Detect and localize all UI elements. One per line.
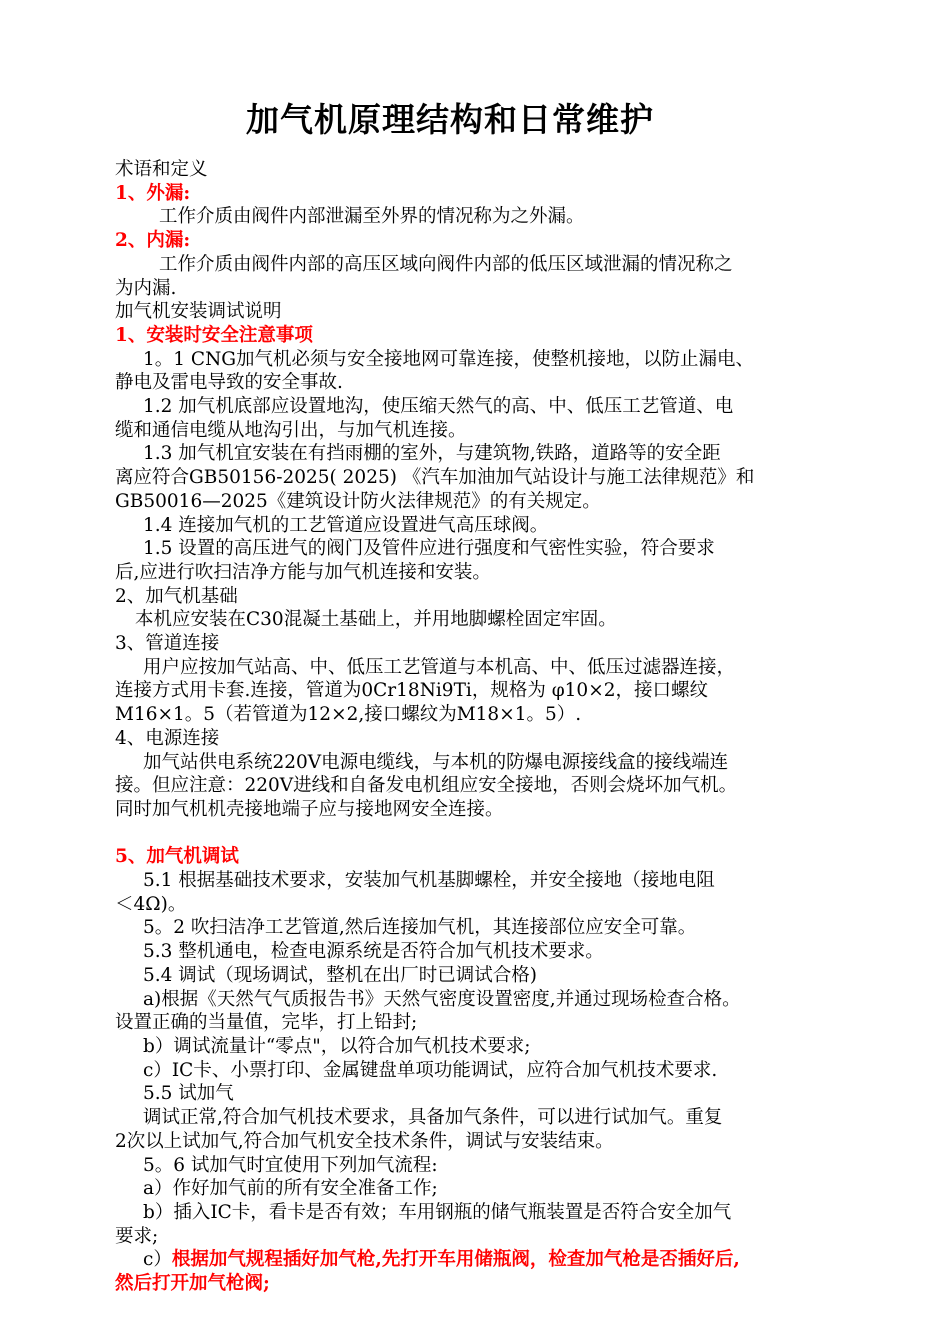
section5-4a-line2: 设置正确的当量值，完毕，打上铅封; xyxy=(115,1012,418,1034)
term1-heading: 1、外漏: xyxy=(115,182,191,204)
section4-heading: 4、电源连接 xyxy=(115,727,220,749)
section4-line1: 加气站供电系统220V电源电缆线，与本机的防爆电源接线盒的接线端连 xyxy=(143,751,729,773)
section5-6c-prefix: c） xyxy=(143,1249,172,1271)
document-body xyxy=(115,158,875,1296)
section1-4: 1.4 连接加气机的工艺管道应设置进气高压球阀。 xyxy=(143,514,549,536)
section5-6: 5。6 试加气时宜使用下列加气流程: xyxy=(143,1154,438,1176)
section5-5-line1: 调试正常,符合加气机技术要求，具备加气条件，可以进行试加气。重复 xyxy=(143,1107,723,1129)
section5-4a-line1: a)根据《天然气气质报告书》天然气密度设置密度,并通过现场检查合格。 xyxy=(143,988,741,1010)
section4-line3: 同时加气机机壳接地端子应与接地网安全连接。 xyxy=(115,798,504,820)
term1-text: 工作介质由阀件内部泄漏至外界的情况称为之外漏。 xyxy=(159,206,585,228)
section5-3: 5.3 整机通电，检查电源系统是否符合加气机技术要求。 xyxy=(143,941,604,963)
section2-heading: 2、加气机基础 xyxy=(115,585,238,607)
term2-heading: 2、内漏: xyxy=(115,230,191,252)
section5-1-line2: ＜4Ω)。 xyxy=(115,893,187,915)
section5-5-line2: 2次以上试加气,符合加气机安全技术条件，调试与安装结束。 xyxy=(115,1130,614,1152)
section3-line1: 用户应按加气站高、中、低压工艺管道与本机高、中、低压过滤器连接， xyxy=(143,656,736,678)
section1-5-line1: 1.5 设置的高压进气的阀门及管件应进行强度和气密性实验，符合要求 xyxy=(143,538,715,560)
section1-3-line1: 1.3 加气机宜安装在有挡雨棚的室外，与建筑物,铁路，道路等的安全距 xyxy=(143,443,721,465)
section5-1-line1: 5.1 根据基础技术要求，安装加气机基脚螺栓，并安全接地（接地电阻 xyxy=(143,870,715,892)
section5-4: 5.4 调试（现场调试，整机在出厂时已调试合格) xyxy=(143,964,538,986)
install-heading: 加气机安装调试说明 xyxy=(115,301,282,323)
section5-5: 5.5 试加气 xyxy=(143,1083,234,1105)
section1-5-line2: 后,应进行吹扫洁净方能与加气机连接和安装。 xyxy=(115,561,491,583)
section3-line2: 连接方式用卡套.连接，管道为0Cr18Ni9Ti，规格为 φ10×2，接口螺纹 xyxy=(115,680,708,702)
section2-text: 本机应安装在C30混凝土基础上，并用地脚螺栓固定牢固。 xyxy=(135,609,617,631)
section5-6a: a）作好加气前的所有安全准备工作; xyxy=(143,1178,438,1200)
document-title: 加气机原理结构和日常维护 xyxy=(246,100,654,139)
section1-2-line2: 缆和通信电缆从地沟引出，与加气机连接。 xyxy=(115,419,467,441)
section5-6c-line1 xyxy=(115,1248,875,1272)
section5-heading: 5、加气机调试 xyxy=(115,846,239,868)
section5-6c-emphasis: 根据加气规程插好加气枪,先打开车用储瓶阀，检查加气枪是否插好后, xyxy=(171,1249,740,1271)
section1-1-line1: 1。1 CNG加气机必须与安全接地网可靠连接，使整机接地，以防止漏电、 xyxy=(143,348,755,370)
section4-line2: 接。但应注意：220V进线和自备发电机组应安全接地，否则会烧坏加气机。 xyxy=(115,775,738,797)
section1-1-line2: 静电及雷电导致的安全事故. xyxy=(115,372,343,394)
section5-6b-line2: 要求; xyxy=(115,1225,159,1247)
section3-line3: M16×1。5（若管道为12×2,接口螺纹为M18×1。5）. xyxy=(115,704,582,726)
terms-heading: 术语和定义 xyxy=(115,159,208,180)
paragraph-gap xyxy=(115,822,875,846)
section5-6b-line1: b）插入IC卡，看卡是否有效；车用钢瓶的储气瓶装置是否符合安全加气 xyxy=(143,1201,732,1223)
section5-6c-line2: 然后打开加气枪阀; xyxy=(115,1273,270,1295)
term2-text-line1: 工作介质由阀件内部的高压区域向阀件内部的低压区域泄漏的情况称之 xyxy=(159,253,733,275)
section1-2-line1: 1.2 加气机底部应设置地沟，使压缩天然气的高、中、低压工艺管道、电 xyxy=(143,396,734,418)
section3-heading: 3、管道连接 xyxy=(115,633,220,655)
section1-3-line3: GB50016—2025《建筑设计防火法律规范》的有关规定。 xyxy=(115,490,601,512)
section5-4c: c）IC卡、小票打印、金属键盘单项功能调试，应符合加气机技术要求. xyxy=(143,1059,718,1081)
term2-text-line2: 为内漏. xyxy=(115,277,177,299)
section1-3-line2: 离应符合GB50156-2025( 2025) 《汽车加油加气站设计与施工法律规范》和 xyxy=(115,467,755,489)
section1-heading: 1、安装时安全注意事项 xyxy=(115,324,313,346)
section5-4b: b）调试流量计“零点"，以符合加气机技术要求; xyxy=(143,1036,531,1057)
section5-2: 5。2 吹扫洁净工艺管道,然后连接加气机，其连接部位应安全可靠。 xyxy=(143,917,697,939)
